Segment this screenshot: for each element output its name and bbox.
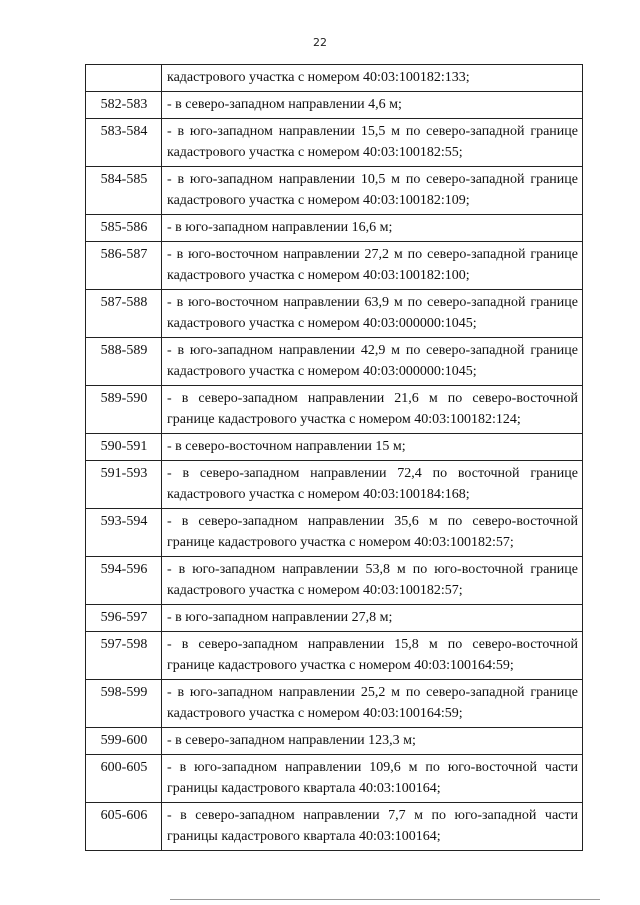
boundary-segments-table — [85, 64, 583, 851]
table-row — [86, 803, 583, 851]
description-cell: - в юго-западном направлении 15,5 м по северо-западной границе кадастрового участка с номером 40:03:100182:55; — [162, 119, 583, 167]
table-row — [86, 92, 583, 119]
description-cell: - в юго-восточном направлении 27,2 м по северо-западной границе кадастрового участка с номером 40:03:100182:100; — [162, 242, 583, 290]
table-row — [86, 215, 583, 242]
table-row — [86, 242, 583, 290]
description-cell: - в северо-западном направлении 72,4 по восточной границе кадастрового участка с номером 40:03:100184:168; — [162, 461, 583, 509]
description-cell: - в северо-западном направлении 21,6 м по северо-восточной границе кадастрового участка с номером 40:03:100182:124; — [162, 386, 583, 434]
segment-cell: 598-599 — [86, 680, 162, 728]
description-cell: - в северо-восточном направлении 15 м; — [162, 434, 583, 461]
segment-cell: 582-583 — [86, 92, 162, 119]
segment-cell: 600-605 — [86, 755, 162, 803]
segment-cell: 605-606 — [86, 803, 162, 851]
table-row — [86, 461, 583, 509]
segment-cell: 596-597 — [86, 605, 162, 632]
segment-cell: 587-588 — [86, 290, 162, 338]
description-cell: кадастрового участка с номером 40:03:100182:133; — [162, 65, 583, 92]
table-row — [86, 632, 583, 680]
description-cell: - в юго-западном направлении 42,9 м по северо-западной границе кадастрового участка с номером 40:03:000000:1045; — [162, 338, 583, 386]
segment-cell: 599-600 — [86, 728, 162, 755]
description-cell: - в северо-западном направлении 7,7 м по юго-западной части границы кадастрового квартала 40:03:100164; — [162, 803, 583, 851]
description-cell: - в северо-западном направлении 35,6 м по северо-восточной границе кадастрового участка с номером 40:03:100182:57; — [162, 509, 583, 557]
table-row — [86, 386, 583, 434]
description-cell: - в юго-западном направлении 53,8 м по юго-восточной границе кадастрового участка с номером 40:03:100182:57; — [162, 557, 583, 605]
description-cell: - в северо-западном направлении 15,8 м по северо-восточной границе кадастрового участка с номером 40:03:100164:59; — [162, 632, 583, 680]
table-row — [86, 167, 583, 215]
description-cell: - в юго-западном направлении 10,5 м по северо-западной границе кадастрового участка с номером 40:03:100182:109; — [162, 167, 583, 215]
table-row — [86, 338, 583, 386]
description-cell: - в юго-восточном направлении 63,9 м по северо-западной границе кадастрового участка с номером 40:03:000000:1045; — [162, 290, 583, 338]
table-row — [86, 65, 583, 92]
description-cell: - в северо-западном направлении 123,3 м; — [162, 728, 583, 755]
table-row — [86, 290, 583, 338]
table-row — [86, 755, 583, 803]
segment-cell: 591-593 — [86, 461, 162, 509]
segment-cell: 594-596 — [86, 557, 162, 605]
scan-edge-line — [170, 899, 600, 900]
description-cell: - в юго-западном направлении 27,8 м; — [162, 605, 583, 632]
description-cell: - в юго-западном направлении 25,2 м по северо-западной границе кадастрового участка с номером 40:03:100164:59; — [162, 680, 583, 728]
segment-cell: 585-586 — [86, 215, 162, 242]
segment-cell: 597-598 — [86, 632, 162, 680]
segment-cell: 586-587 — [86, 242, 162, 290]
description-cell: - в северо-западном направлении 4,6 м; — [162, 92, 583, 119]
description-cell: - в юго-западном направлении 16,6 м; — [162, 215, 583, 242]
segment-cell: 588-589 — [86, 338, 162, 386]
segment-cell: 589-590 — [86, 386, 162, 434]
segment-cell: 590-591 — [86, 434, 162, 461]
table-row — [86, 680, 583, 728]
table-row — [86, 119, 583, 167]
segment-cell: 583-584 — [86, 119, 162, 167]
table-row — [86, 434, 583, 461]
table-row — [86, 557, 583, 605]
segment-cell — [86, 65, 162, 92]
page-number: 22 — [313, 36, 327, 49]
segment-cell: 593-594 — [86, 509, 162, 557]
description-cell: - в юго-западном направлении 109,6 м по юго-восточной части границы кадастрового квартала 40:03:100164; — [162, 755, 583, 803]
table-row — [86, 728, 583, 755]
table-row — [86, 605, 583, 632]
table-row — [86, 509, 583, 557]
segment-cell: 584-585 — [86, 167, 162, 215]
